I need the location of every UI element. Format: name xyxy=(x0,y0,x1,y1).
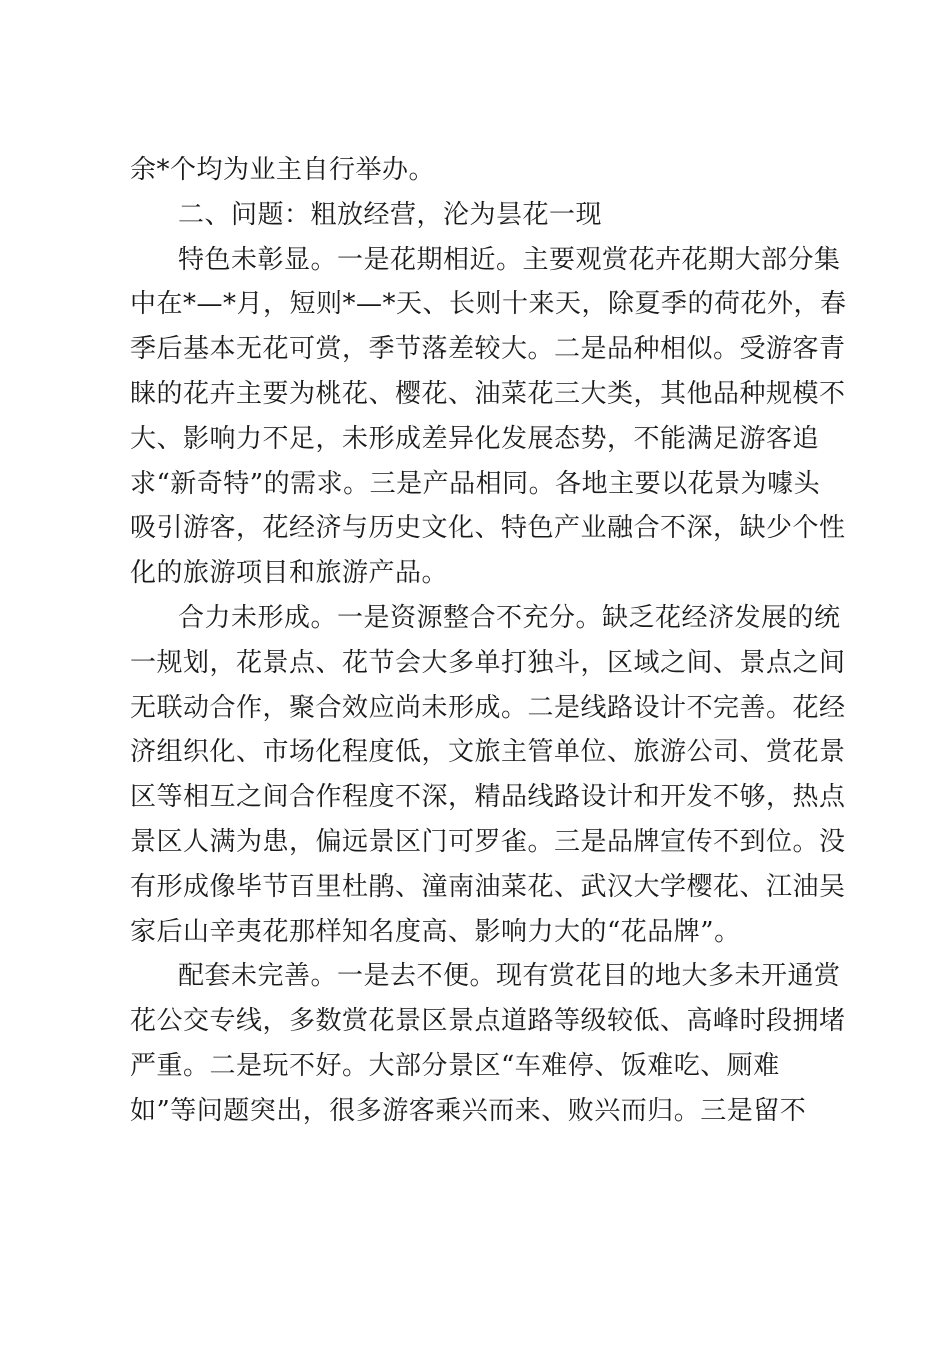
section-heading: 二、问题：粗放经营，沦为昙花一现 xyxy=(178,199,603,230)
text-line: 花公交专线，多数赏花景区景点道路等级较低、高峰时段拥堵 xyxy=(130,1006,846,1037)
text-line: 严重。二是玩不好。大部分景区“车难停、饭难吃、厕难 xyxy=(130,1050,780,1081)
text-line: 大、影响力不足，未形成差异化发展态势，不能满足游客追 xyxy=(130,423,820,454)
text-line: 无联动合作，聚合效应尚未形成。二是线路设计不完善。花经 xyxy=(130,692,846,723)
text-line: 家后山辛夷花那样知名度高、影响力大的“花品牌”。 xyxy=(130,916,741,947)
text-line: 配套未完善。一是去不便。现有赏花目的地大多未开通赏 xyxy=(178,961,841,992)
text-line: 济组织化、市场化程度低，文旅主管单位、旅游公司、赏花景 xyxy=(130,737,846,768)
text-line: 吸引游客，花经济与历史文化、特色产业融合不深，缺少个性 xyxy=(130,513,846,544)
text-line: 一规划，花景点、花节会大多单打独斗，区域之间、景点之间 xyxy=(130,647,846,678)
text-line: 区等相互之间合作程度不深，精品线路设计和开发不够，热点 xyxy=(130,782,846,813)
text-line: 如”等问题突出，很多游客乘兴而来、败兴而归。三是留不 xyxy=(130,1095,807,1126)
text-line: 季后基本无花可赏，季节落差较大。二是品种相似。受游客青 xyxy=(130,334,846,365)
text-line: 合力未形成。一是资源整合不充分。缺乏花经济发展的统 xyxy=(178,602,841,633)
text-line: 景区人满为患，偏远景区门可罗雀。三是品牌宣传不到位。没 xyxy=(130,826,846,857)
text-line: 特色未彰显。一是花期相近。主要观赏花卉花期大部分集 xyxy=(178,244,841,275)
document-body xyxy=(130,148,847,1134)
text-line: 睐的花卉主要为桃花、樱花、油菜花三大类，其他品种规模不 xyxy=(130,378,846,409)
text-line: 中在*—*月，短则*—*天、长则十来天，除夏季的荷花外，春 xyxy=(130,289,847,320)
text-line: 求“新奇特”的需求。三是产品相同。各地主要以花景为噱头 xyxy=(130,468,821,499)
text-line: 余*个均为业主自行举办。 xyxy=(130,155,436,185)
text-line: 有形成像毕节百里杜鹃、潼南油菜花、武汉大学樱花、江油吴 xyxy=(130,871,846,902)
text-line: 化的旅游项目和旅游产品。 xyxy=(130,558,449,589)
